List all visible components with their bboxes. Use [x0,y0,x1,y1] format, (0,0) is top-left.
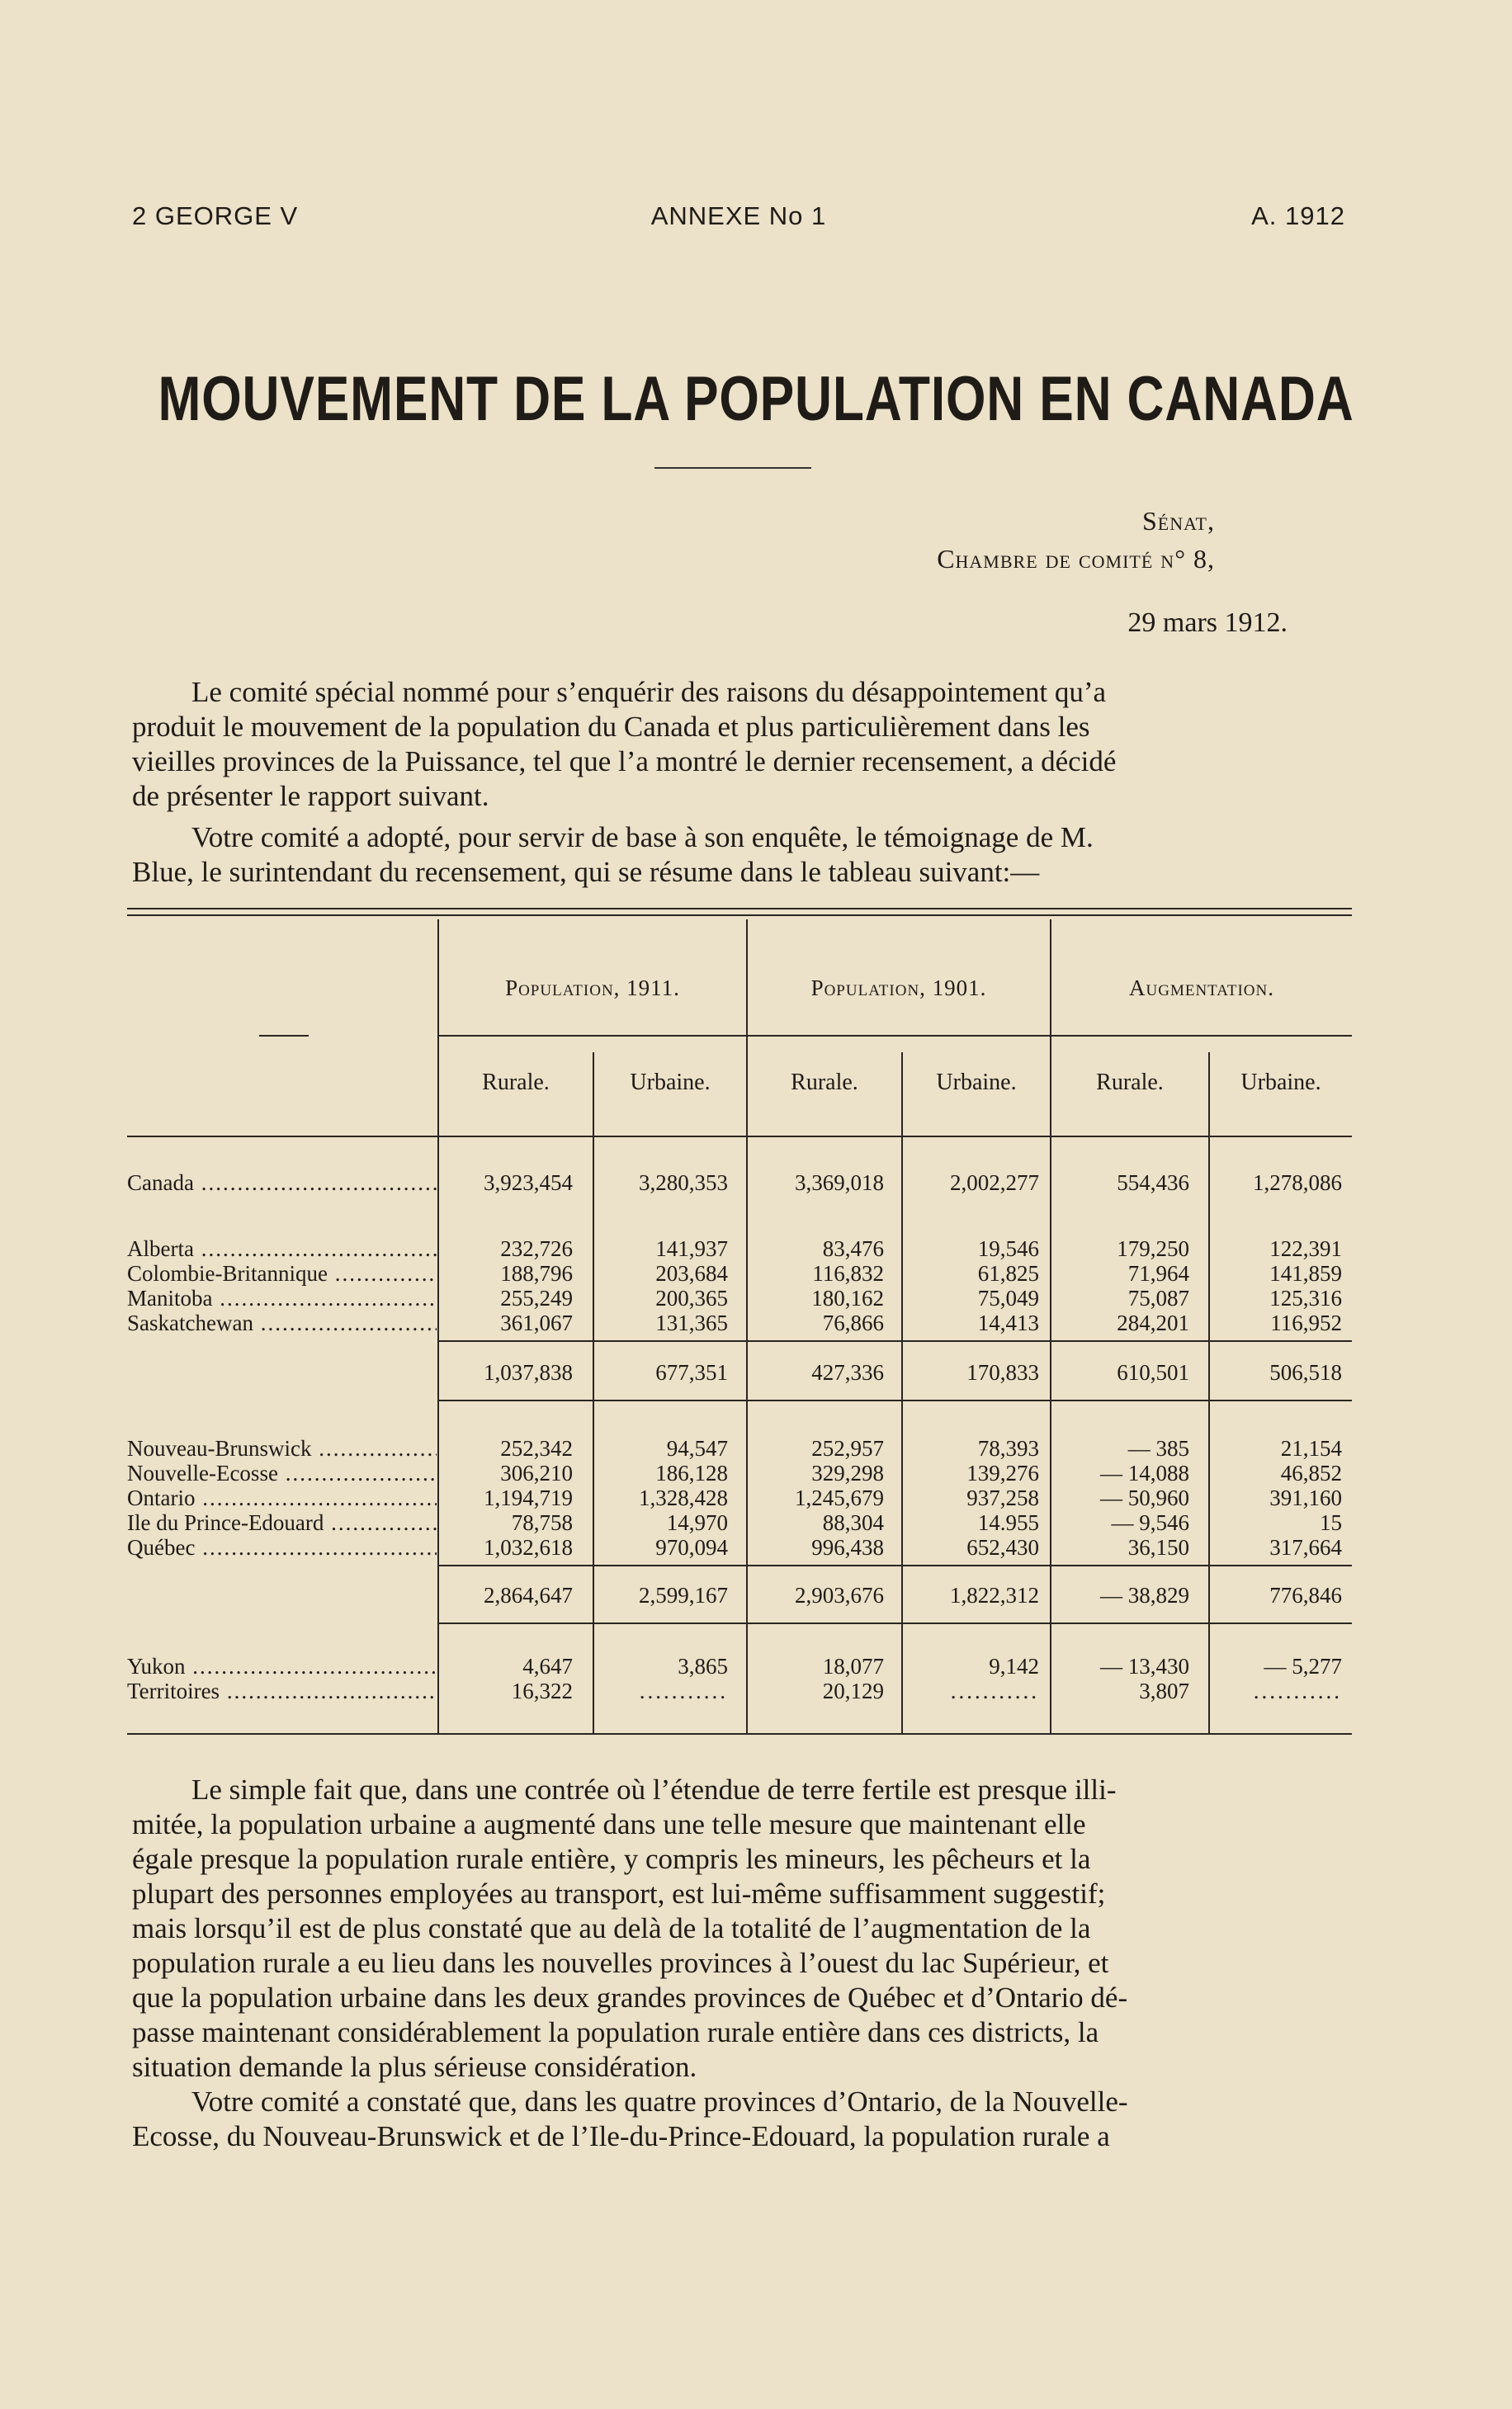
letter-date: 29 mars 1912. [1127,607,1288,638]
text-line: égale presque la population rurale entière, y compris les mineurs, les pêcheurs et la [132,1843,1091,1875]
row-label: Colombie-Britannique ..... [127,1261,437,1287]
cell: 16,322 [511,1679,573,1703]
cell: 1,032,618 [484,1535,573,1560]
row-label: Saskatchewan ..... [127,1311,437,1336]
table-row [127,1486,1352,1510]
cell: 776,846 [1269,1583,1342,1608]
table-row [127,1236,1352,1261]
cell: 14,970 [666,1510,728,1535]
cell: 361,067 [500,1311,573,1335]
subheader-urbaine-1911: Urbaine. [630,1070,711,1095]
cell: — 5,277 [1264,1654,1342,1679]
cell: 94,547 [666,1436,728,1461]
text-line: Le comité spécial nommé pour s’enquérir des raisons du désappointement qu’a [191,676,1107,708]
cell: 252,342 [500,1436,573,1461]
text-line: Blue, le surintendant du recensement, qui se résume dans le tableau suivant:— [132,856,1040,888]
header-annex: ANNEXE No 1 [650,201,827,230]
group-header-augmentation: Augmentation. [1129,975,1274,1000]
row-label: Nouvelle-Ecosse ..... [127,1461,437,1486]
cell: 116,832 [812,1261,884,1286]
cell: ........... [1253,1679,1342,1703]
cell: 20,129 [822,1679,884,1703]
cell: 317,664 [1269,1535,1342,1560]
cell: 141,859 [1269,1261,1342,1286]
text-line: mitée, la population urbaine a augmenté dans une telle mesure que maintenant elle [132,1808,1086,1840]
population-table [127,908,1352,1738]
cell: 1,194,719 [484,1486,573,1510]
row-label: Nouveau-Brunswick ..... [127,1436,437,1462]
cell: 677,351 [655,1360,728,1385]
cell: 284,201 [1117,1311,1189,1335]
cell: 188,796 [500,1261,573,1286]
cell: 2,864,647 [484,1583,573,1608]
cell: 652,430 [966,1535,1039,1560]
cell: 937,258 [966,1486,1039,1510]
cell: 122,391 [1269,1236,1342,1261]
text-line: vieilles provinces de la Puissance, tel que l’a montré le dernier recensement, a décidé [132,745,1117,777]
cell: 36,150 [1127,1535,1189,1560]
text-line: que la population urbaine dans les deux grandes provinces de Québec et d’Ontario dé- [132,1982,1128,2014]
cell: 19,546 [977,1236,1039,1261]
text-line: produit le mouvement de la population du Canada et plus particulièrement dans les [132,711,1090,743]
table-row [127,1286,1352,1311]
cell: 3,280,353 [639,1170,728,1195]
cell: 200,365 [655,1286,728,1311]
table-bottom-rule [127,1733,1352,1735]
group-header-1901: Population, 1901. [810,975,987,1000]
table-row [127,1170,1352,1195]
cell: — 9,546 [1111,1510,1189,1535]
cell: 554,436 [1117,1170,1189,1195]
subtotal-row [127,1583,1352,1608]
table-row [127,1311,1352,1335]
cell: 14.955 [977,1510,1039,1535]
cell: 75,049 [977,1286,1039,1311]
cell: 970,094 [655,1535,728,1560]
cell: 186,128 [655,1461,728,1486]
table-row [127,1654,1352,1679]
cell: ........... [950,1679,1039,1703]
table-top-rule [127,908,1352,909]
cell: 3,865 [678,1654,728,1679]
cell: 1,328,428 [639,1486,728,1510]
subheader-rurale-1911: Rurale. [482,1070,550,1095]
cell: 78,393 [977,1436,1039,1461]
cell: 506,518 [1269,1360,1342,1385]
text-line: Ecosse, du Nouveau-Brunswick et de l’Ile-du-Prince-Edouard, la population rurale a [132,2120,1110,2152]
cell: 88,304 [822,1510,884,1535]
cell: 18,077 [822,1654,884,1679]
header-year: A. 1912 [1251,201,1345,230]
text-line: mais lorsqu’il est de plus constaté que au delà de la totalité de l’augmentation de la [132,1912,1091,1944]
cell: 131,365 [655,1311,728,1335]
cell: 83,476 [822,1236,884,1261]
cell: 2,903,676 [795,1583,884,1608]
address-block [937,502,1215,578]
text-line: de présenter le rapport suivant. [132,780,489,812]
body-paragraph-2 [132,2085,1352,2154]
cell: 255,249 [500,1286,573,1311]
cell: 996,438 [811,1535,884,1560]
subheader-urbaine-augmentation: Urbaine. [1240,1070,1321,1095]
table-row [127,1535,1352,1560]
text-line: Votre comité a constaté que, dans les quatre provinces d’Ontario, de la Nouvelle- [191,2085,1128,2118]
row-label: Territoires ..... [127,1679,437,1704]
subtotal-rule [439,1340,1352,1342]
table-row [127,1679,1352,1703]
cell: 1,037,838 [484,1360,573,1385]
row-label: Yukon ..... [127,1654,437,1679]
cell: 61,825 [977,1261,1039,1286]
cell: ........... [639,1679,728,1703]
body-paragraph-1 [132,1773,1352,2085]
table-top-rule [127,914,1352,916]
cell: 125,316 [1269,1286,1342,1311]
cell: 4,647 [522,1654,573,1679]
table-row [127,1461,1352,1486]
cell: 203,684 [655,1261,728,1286]
column-divider [1208,1052,1210,1733]
text-line: Votre comité a adopté, pour servir de base à son enquête, le témoignage de M. [191,821,1094,853]
row-label: Québec ..... [127,1535,437,1561]
column-divider [901,1052,903,1733]
cell: 75,087 [1127,1286,1189,1311]
stub-dash [259,1035,309,1037]
group-header-1911: Population, 1911. [505,975,680,1000]
cell: — 13,430 [1100,1654,1189,1679]
cell: — 38,829 [1100,1583,1189,1608]
row-label: Canada ..... [127,1170,437,1196]
cell: 2,002,277 [950,1170,1039,1195]
cell: 78,758 [511,1510,573,1535]
cell: 306,210 [500,1461,573,1486]
intro-paragraph-1 [132,675,1352,814]
subheader-rurale-1901: Rurale. [791,1070,858,1095]
cell: 252,957 [811,1436,884,1461]
cell: 46,852 [1280,1461,1342,1486]
cell: — 14,088 [1100,1461,1189,1486]
subheader-rule [127,1136,1352,1137]
subtotal-rule [439,1400,1352,1401]
text-line: situation demande la plus sérieuse considération. [132,2051,697,2083]
table-row [127,1510,1352,1535]
cell: 329,298 [811,1461,884,1486]
text-line: Le simple fait que, dans une contrée où l’étendue de terre fertile est presque illi- [191,1774,1117,1806]
subheader-rurale-augmentation: Rurale. [1096,1070,1164,1095]
cell: 9,142 [989,1654,1039,1679]
cell: — 50,960 [1100,1486,1189,1510]
cell: 3,807 [1139,1679,1189,1703]
cell: 179,250 [1117,1236,1189,1261]
table-row [127,1436,1352,1461]
cell: 76,866 [822,1311,884,1335]
cell: 71,964 [1127,1261,1189,1286]
subheader-urbaine-1901: Urbaine. [936,1070,1017,1095]
address-line-senate: Sénat, [1141,506,1215,536]
subtotal-rule [439,1623,1352,1624]
running-head [132,201,1345,234]
cell: 21,154 [1280,1436,1342,1461]
cell: 391,160 [1269,1486,1342,1510]
cell: 1,245,679 [795,1486,884,1510]
header-session: 2 GEORGE V [132,201,299,230]
column-divider [593,1052,594,1733]
row-label: Alberta ..... [127,1236,437,1262]
cell: 610,501 [1117,1360,1189,1385]
row-label: Manitoba ..... [127,1286,437,1311]
cell: 232,726 [500,1236,573,1261]
text-line: population rurale a eu lieu dans les nouvelles provinces à l’ouest du lac Supérieur, et [132,1947,1109,1979]
title-divider [654,467,811,469]
cell: 15 [1320,1510,1342,1535]
page-title: MOUVEMENT DE LA POPULATION EN CANADA [158,364,1354,434]
intro-paragraph-2 [132,820,1352,890]
text-line: passe maintenant considérablement la population rurale entière dans ces districts, la [132,2016,1099,2048]
address-line-room: Chambre de comité n° 8, [937,544,1215,574]
table-row [127,1261,1352,1286]
cell: 141,937 [655,1236,728,1261]
cell: — 385 [1127,1436,1189,1461]
cell: 116,952 [1270,1311,1342,1335]
cell: 14,413 [977,1311,1039,1335]
subtotal-row [127,1360,1352,1385]
subtotal-rule [439,1565,1352,1566]
cell: 2,599,167 [639,1583,728,1608]
cell: 3,369,018 [795,1170,884,1195]
cell: 180,162 [811,1286,884,1311]
cell: 170,833 [966,1360,1039,1385]
text-line: plupart des personnes employées au transport, est lui-même suffisamment suggestif; [132,1878,1106,1910]
cell: 139,276 [966,1461,1039,1486]
group-header-rule [439,1035,1352,1037]
row-label: Ile du Prince-Edouard ..... [127,1510,437,1536]
row-label: Ontario ..... [127,1486,437,1511]
cell: 1,278,086 [1253,1170,1342,1195]
cell: 427,336 [811,1360,884,1385]
cell: 3,923,454 [484,1170,573,1195]
cell: 1,822,312 [950,1583,1039,1608]
